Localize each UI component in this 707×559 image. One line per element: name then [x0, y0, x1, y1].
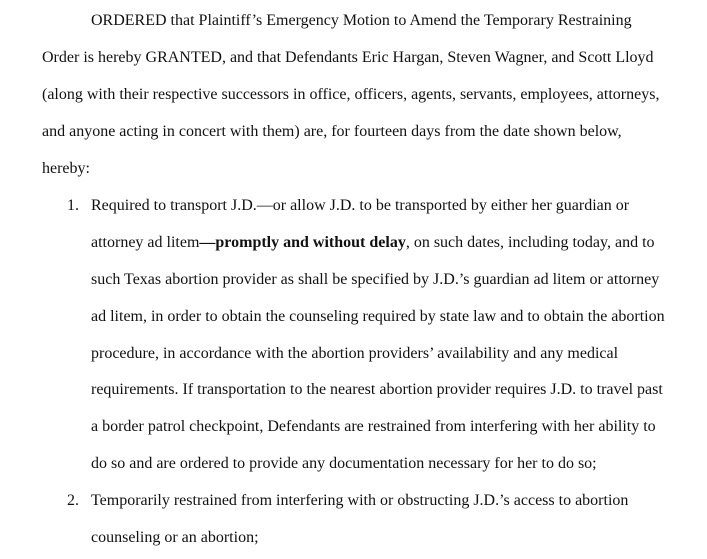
item-1-number: 1. — [67, 197, 79, 214]
item-1-line-6: requirements. If transportation to the nearest abortion provider requires J.D. to travel past — [91, 381, 663, 398]
item-1-line-2 — [91, 233, 655, 253]
intro-line-1: ORDERED that Plaintiff’s Emergency Motion to Amend the Temporary Restraining — [91, 12, 632, 29]
item-1-line-7: a border patrol checkpoint, Defendants are restrained from interfering with her ability to — [91, 418, 656, 435]
item-1-line-8: do so and are ordered to provide any documentation necessary for her to do so; — [91, 455, 597, 472]
item-1-line-2-pre: attorney ad litem — [91, 234, 200, 251]
intro-line-3: (along with their respective successors in office, officers, agents, servants, employees, attorneys, — [42, 86, 660, 103]
intro-line-2: Order is hereby GRANTED, and that Defendants Eric Hargan, Steven Wagner, and Scott Lloyd — [42, 49, 654, 66]
intro-line-4: and anyone acting in concert with them) are, for fourteen days from the date shown below, — [42, 123, 622, 140]
item-2-line-2: counseling or an abortion; — [91, 529, 259, 546]
intro-line-5: hereby: — [42, 160, 90, 177]
item-2-line-1: Temporarily restrained from interfering with or obstructing J.D.’s access to abortion — [91, 492, 629, 509]
item-1-line-4: ad litem, in order to obtain the counseling required by state law and to obtain the abortion — [91, 308, 665, 325]
item-1-line-3: such Texas abortion provider as shall be specified by J.D.’s guardian ad litem or attorney — [91, 271, 660, 288]
item-1-line-1: Required to transport J.D.—or allow J.D. to be transported by either her guardian or — [91, 197, 630, 214]
item-1-line-5: procedure, in accordance with the abortion providers’ availability and any medical — [91, 345, 619, 362]
item-2-number: 2. — [67, 492, 79, 509]
item-1-line-2-post: , on such dates, including today, and to — [405, 234, 655, 251]
item-1-emphasis: —promptly and without delay — [199, 234, 406, 251]
